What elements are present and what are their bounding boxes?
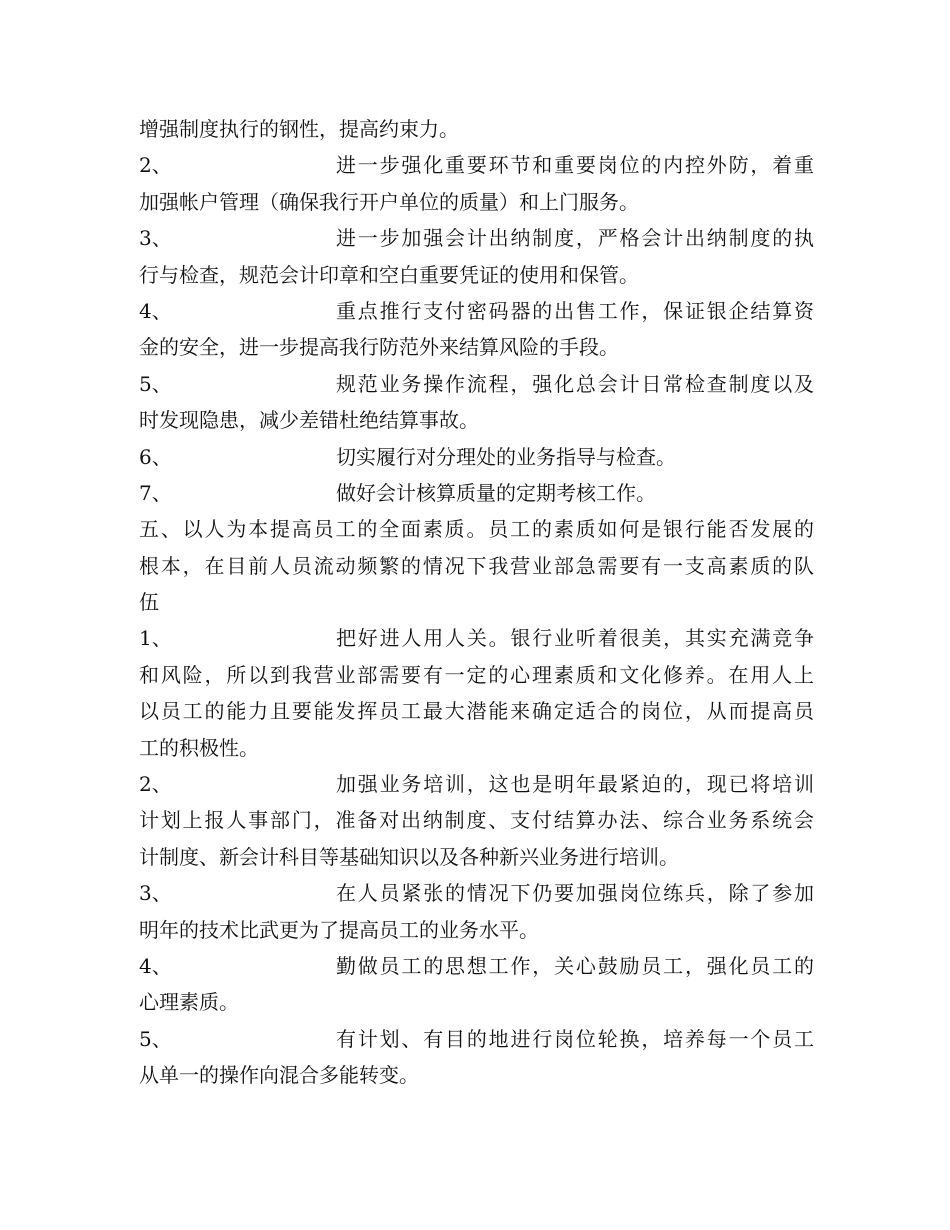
list-item bbox=[139, 475, 814, 511]
list-item-text: 进一步强化重要环节和重要岗位的内控外防，着重 bbox=[336, 153, 814, 178]
list-item-text: 把好进人用人关。银行业听着很美，其实充满竞争 bbox=[336, 626, 814, 651]
list-item-text: 进一步加强会计出纳制度，严格会计出纳制度的执 bbox=[336, 226, 814, 251]
list-item-text: 加强业务培训，这也是明年最紧迫的，现已将培训 bbox=[336, 772, 814, 797]
text-line: 从单一的操作向混合多能转变。 bbox=[139, 1063, 419, 1088]
document-body bbox=[139, 111, 814, 1094]
list-item bbox=[139, 620, 814, 656]
list-item-number: 4、 bbox=[139, 953, 172, 978]
list-item-text: 在人员紧张的情况下仍要加强岗位练兵，除了参加 bbox=[336, 881, 814, 906]
list-item-number: 6、 bbox=[139, 444, 172, 469]
text-line: 工的积极性。 bbox=[139, 735, 259, 760]
list-item bbox=[139, 766, 814, 802]
list-item-number: 3、 bbox=[139, 881, 172, 906]
text-line: 行与检查，规范会计印章和空白重要凭证的使用和保管。 bbox=[139, 262, 639, 287]
list-item-text: 切实履行对分理处的业务指导与检查。 bbox=[336, 444, 676, 469]
text-line: 增强制度执行的钢性，提高约束力。 bbox=[139, 117, 459, 141]
list-item-text: 勤做员工的思想工作，关心鼓励员工，强化员工的 bbox=[336, 953, 814, 978]
text-line: 五、以人为本提高员工的全面素质。员工的素质如何是银行能否发展的 bbox=[139, 517, 814, 542]
list-item-number: 1、 bbox=[139, 626, 172, 651]
text-line: 明年的技术比武更为了提高员工的业务水平。 bbox=[139, 917, 539, 942]
text-line: 伍 bbox=[139, 590, 159, 615]
list-item-number: 2、 bbox=[139, 153, 172, 178]
text-line: 时发现隐患，减少差错杜绝结算事故。 bbox=[139, 408, 479, 433]
list-item-number: 3、 bbox=[139, 226, 172, 251]
text-line: 以员工的能力且要能发挥员工最大潜能来确定适合的岗位，从而提高员 bbox=[139, 699, 814, 724]
list-item bbox=[139, 875, 814, 911]
list-item-text: 有计划、有目的地进行岗位轮换，培养每一个员工 bbox=[336, 1026, 814, 1051]
text-line: 计制度、新会计科目等基础知识以及各种新兴业务进行培训。 bbox=[139, 844, 679, 869]
list-item bbox=[139, 366, 814, 402]
text-line: 计划上报人事部门，准备对出纳制度、支付结算办法、综合业务系统会 bbox=[139, 808, 814, 833]
list-item bbox=[139, 293, 814, 329]
list-item bbox=[139, 948, 814, 984]
list-item-number: 2、 bbox=[139, 772, 172, 797]
list-item bbox=[139, 147, 814, 183]
list-item bbox=[139, 439, 814, 475]
list-item-number: 7、 bbox=[139, 480, 172, 505]
list-item bbox=[139, 220, 814, 256]
list-item-number: 5、 bbox=[139, 1026, 172, 1051]
list-item-text: 做好会计核算质量的定期考核工作。 bbox=[336, 480, 656, 505]
text-line: 加强帐户管理（确保我行开户单位的质量）和上门服务。 bbox=[139, 189, 639, 214]
list-item-number: 5、 bbox=[139, 371, 172, 396]
text-line: 和风险，所以到我营业部需要有一定的心理素质和文化修养。在用人上 bbox=[139, 662, 814, 687]
text-line: 心理素质。 bbox=[139, 990, 239, 1015]
list-item bbox=[139, 1021, 814, 1057]
text-line: 根本，在目前人员流动频繁的情况下我营业部急需要有一支高素质的队 bbox=[139, 553, 814, 578]
list-item-text: 重点推行支付密码器的出售工作，保证银企结算资 bbox=[336, 298, 814, 323]
list-item-number: 4、 bbox=[139, 298, 172, 323]
text-line: 金的安全，进一步提高我行防范外来结算风险的手段。 bbox=[139, 335, 619, 360]
list-item-text: 规范业务操作流程，强化总会计日常检查制度以及 bbox=[336, 371, 814, 396]
